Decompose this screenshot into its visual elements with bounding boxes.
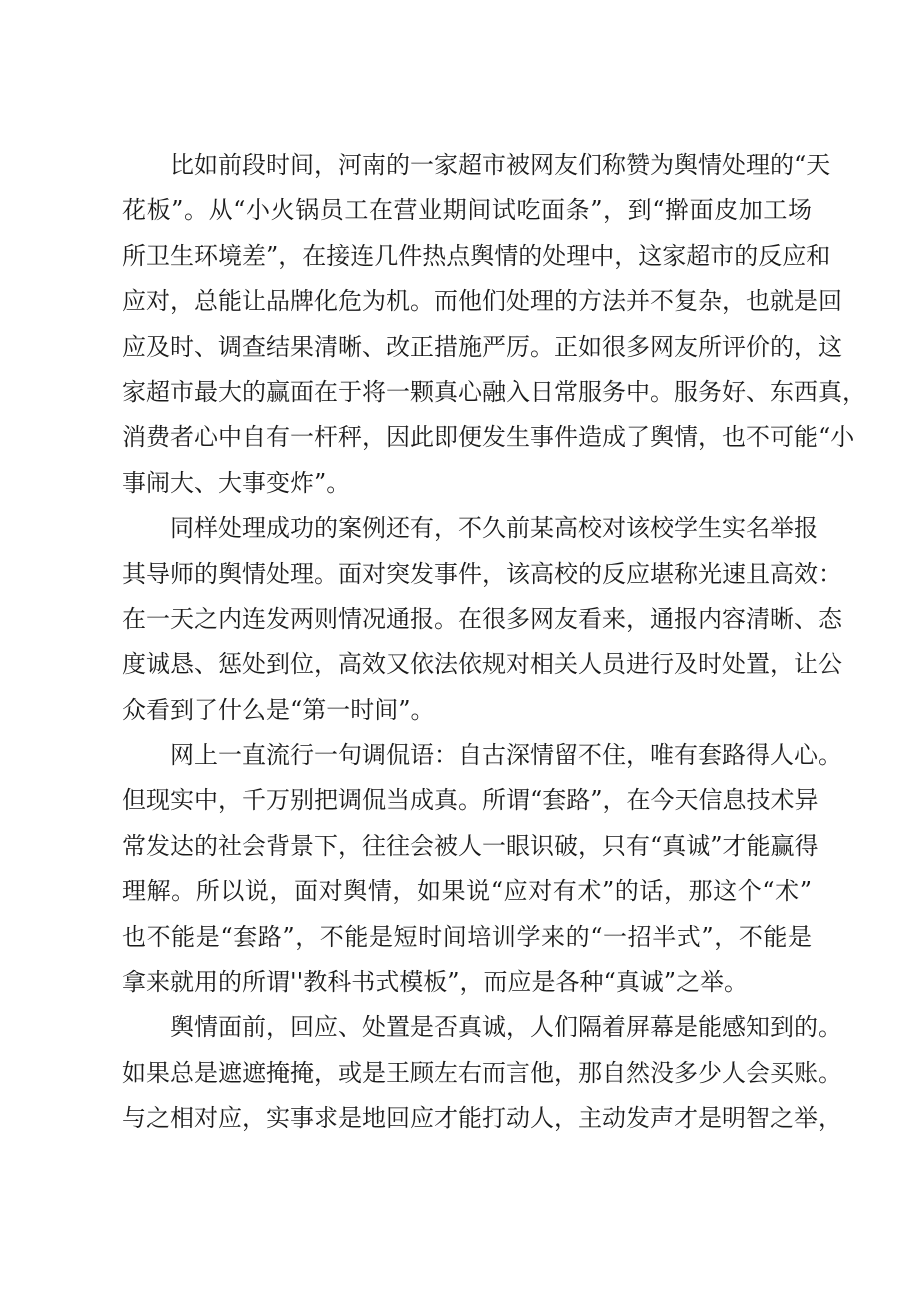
text-line: 与之相对应，实事求是地回应才能打动人，主动发声才是明智之举，: [122, 1104, 842, 1133]
text-line: 应及时、调查结果清晰、改正措施严厉。正如很多网友所评价的，这: [122, 332, 842, 361]
text-line: 拿来就用的所谓''教科书式模板”，而应是各种“真诚”之举。: [122, 968, 749, 997]
text-line: 其导师的舆情处理。面对突发事件，该高校的反应堪称光速且高效：: [122, 559, 842, 588]
text-line: 事闹大、大事变炸”。: [122, 468, 351, 497]
text-line: 如果总是遮遮掩掩，或是王顾左右而言他，那自然没多少人会买账。: [122, 1058, 842, 1087]
text-line: 比如前段时间，河南的一家超市被网友们称赞为舆情处理的“天: [170, 151, 831, 179]
document-body: [122, 143, 866, 1142]
text-line: 舆情面前，回应、处置是否真诚，人们隔着屏幕是能感知到的。: [170, 1013, 842, 1042]
paragraph-3: [122, 733, 842, 1005]
paragraph-1: [122, 143, 866, 506]
text-line: 同样处理成功的案例还有，不久前某高校对该校学生实名举报: [170, 514, 818, 543]
text-line: 也不能是“套路”，不能是短时间培训学来的“一招半式”，不能是: [122, 922, 812, 951]
text-line: 常发达的社会背景下，往往会被人一眼识破，只有“真诚”才能赢得: [122, 831, 819, 860]
paragraph-2: [122, 506, 842, 733]
text-line: 家超市最大的赢面在于将一颗真心融入日常服务中。服务好、东西真，: [122, 377, 866, 406]
text-line: 所卫生环境差”，在接连几件热点舆情的处理中，这家超市的反应和: [122, 241, 831, 270]
text-line: 度诚恳、惩处到位，高效又依法依规对相关人员进行及时处置，让公: [122, 650, 842, 679]
text-line: 但现实中，千万别把调侃当成真。所谓“套路”，在今天信息技术异: [122, 786, 819, 815]
text-line: 消费者心中自有一杆秤，因此即便发生事件造成了舆情，也不可能“小: [122, 423, 855, 452]
text-line: 网上一直流行一句调侃语：自古深情留不住，唯有套路得人心。: [170, 741, 842, 770]
text-line: 应对，总能让品牌化危为机。而他们处理的方法并不复杂，也就是回: [122, 287, 842, 316]
text-line: 在一天之内连发两则情况通报。在很多网友看来，通报内容清晰、态: [122, 604, 842, 633]
text-line: 理解。所以说，面对舆情，如果说“应对有术”的话，那这个“术”: [122, 877, 812, 906]
text-line: 众看到了什么是“第一时间”。: [122, 695, 435, 724]
paragraph-4: [122, 1005, 842, 1141]
text-line: 花板”。从“小火锅员工在营业期间试吃面条”，到“擀面皮加工场: [122, 196, 812, 225]
